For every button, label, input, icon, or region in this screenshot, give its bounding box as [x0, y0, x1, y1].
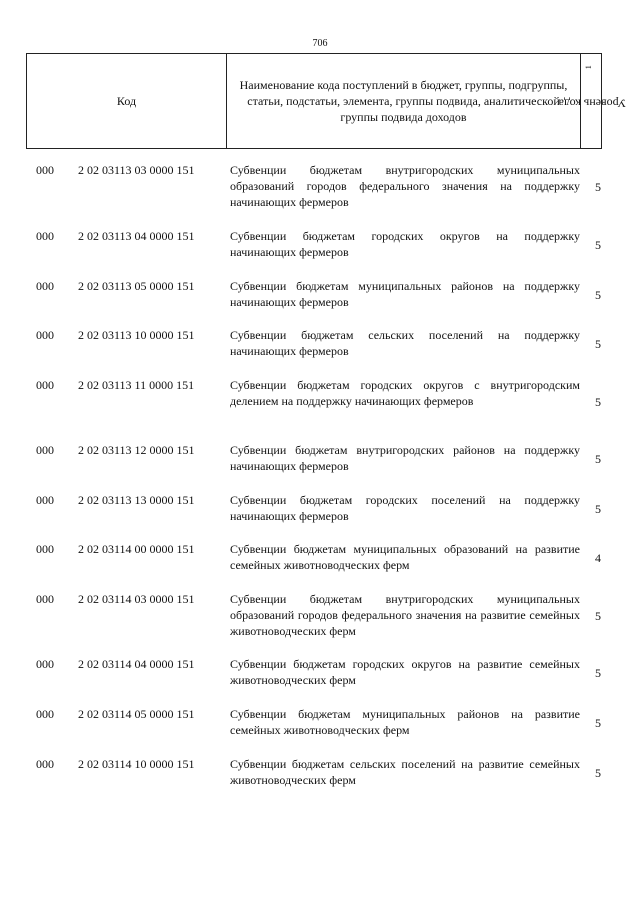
row-admin-code: 000 — [36, 542, 54, 556]
row-revenue-code: 2 02 03113 04 0000 151 — [78, 229, 195, 243]
header-level-footnote: 1 — [583, 65, 593, 70]
header-level-text — [558, 65, 626, 137]
row-level: 5 — [595, 288, 601, 302]
page-number: 706 — [312, 38, 328, 49]
header-name: Наименование кода поступлений в бюджет, группы, подгруппы, статьи, подстатьи, элемента, группы подвида, аналитической группы подвида доходов — [227, 54, 581, 148]
header-level — [558, 54, 626, 148]
row-admin-code: 000 — [36, 757, 54, 771]
row-level: 4 — [595, 551, 601, 565]
row-revenue-code: 2 02 03113 03 0000 151 — [78, 163, 195, 177]
row-admin-code: 000 — [36, 378, 54, 392]
row-revenue-code: 2 02 03114 03 0000 151 — [78, 592, 195, 606]
row-level: 5 — [595, 452, 601, 466]
row-name: Субвенции бюджетам сельских поселений на развитие семейных животноводческих ферм — [230, 757, 580, 787]
table-header — [26, 53, 626, 149]
row-level: 5 — [595, 337, 601, 351]
row-admin-code: 000 — [36, 657, 54, 671]
row-level: 5 — [595, 238, 601, 252]
header-level-label: Уровень кода — [558, 96, 626, 111]
row-revenue-code: 2 02 03113 10 0000 151 — [78, 328, 195, 342]
row-admin-code: 000 — [36, 328, 54, 342]
row-level: 5 — [595, 502, 601, 516]
row-name: Субвенции бюджетам внутригородских муниципальных образований городов федерального значения на развитие семейных животноводческих ферм — [230, 592, 580, 638]
header-code: Код — [27, 54, 227, 148]
row-revenue-code: 2 02 03113 05 0000 151 — [78, 279, 195, 293]
row-admin-code: 000 — [36, 443, 54, 457]
row-revenue-code: 2 02 03113 11 0000 151 — [78, 378, 195, 392]
row-name: Субвенции бюджетам внутригородских муниципальных образований городов федерального значения на поддержку начинающих фермеров — [230, 163, 580, 209]
row-name: Субвенции бюджетам муниципальных районов на развитие семейных животноводческих ферм — [230, 707, 580, 737]
row-admin-code: 000 — [36, 592, 54, 606]
row-revenue-code: 2 02 03114 05 0000 151 — [78, 707, 195, 721]
row-revenue-code: 2 02 03113 12 0000 151 — [78, 443, 195, 457]
row-name: Субвенции бюджетам сельских поселений на поддержку начинающих фермеров — [230, 328, 580, 358]
row-admin-code: 000 — [36, 279, 54, 293]
row-name: Субвенции бюджетам городских округов на развитие семейных животноводческих ферм — [230, 657, 580, 687]
row-admin-code: 000 — [36, 229, 54, 243]
row-name: Субвенции бюджетам городских поселений на поддержку начинающих фермеров — [230, 493, 580, 523]
row-level: 5 — [595, 716, 601, 730]
row-admin-code: 000 — [36, 493, 54, 507]
row-level: 5 — [595, 180, 601, 194]
row-name: Субвенции бюджетам внутригородских районов на поддержку начинающих фермеров — [230, 443, 580, 473]
row-revenue-code: 2 02 03114 10 0000 151 — [78, 757, 195, 771]
row-revenue-code: 2 02 03114 04 0000 151 — [78, 657, 195, 671]
row-revenue-code: 2 02 03113 13 0000 151 — [78, 493, 195, 507]
row-name: Субвенции бюджетам муниципальных районов на поддержку начинающих фермеров — [230, 279, 580, 309]
row-name: Субвенции бюджетам городских округов на поддержку начинающих фермеров — [230, 229, 580, 259]
row-name: Субвенции бюджетам муниципальных образований на развитие семейных животноводческих ферм — [230, 542, 580, 572]
row-admin-code: 000 — [36, 163, 54, 177]
row-level: 5 — [595, 395, 601, 409]
row-name: Субвенции бюджетам городских округов с внутригородским делением на поддержку начинающих фермеров — [230, 378, 580, 408]
row-level: 5 — [595, 609, 601, 623]
row-admin-code: 000 — [36, 707, 54, 721]
row-revenue-code: 2 02 03114 00 0000 151 — [78, 542, 195, 556]
row-level: 5 — [595, 666, 601, 680]
row-level: 5 — [595, 766, 601, 780]
